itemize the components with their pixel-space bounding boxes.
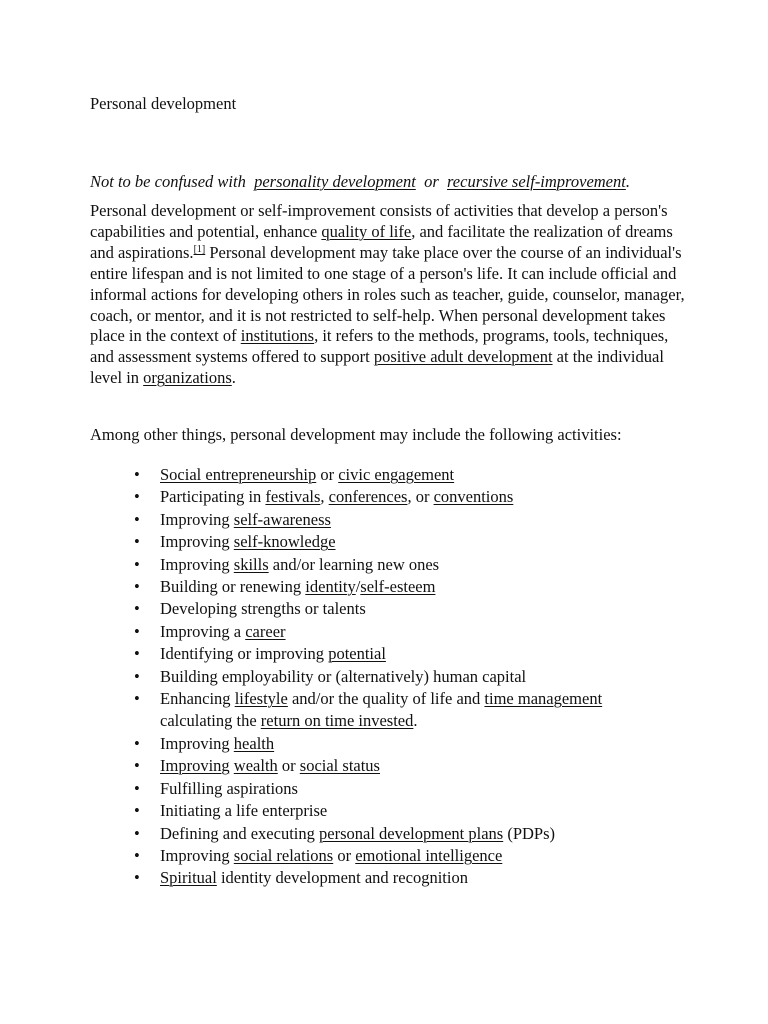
list-item [134,554,604,576]
list-item [134,486,604,508]
link-social-entrepreneurship[interactable]: Social entrepreneurship [160,465,317,484]
link-organizations[interactable]: organizations [143,368,232,388]
paragraph-text: , it refers to the methods, programs, tools, techniques, and assessment systems offered to support [90,326,669,367]
link-emotional-intelligence[interactable]: emotional intelligence [355,845,503,865]
list-item [134,778,604,800]
item-text: and/or the quality of life and [287,689,485,709]
link-time-management[interactable]: time management [484,689,603,709]
item-text: Fulfilling aspirations [160,778,298,798]
item-text: Improving [160,509,234,529]
list-item [134,531,604,553]
item-text: identity development and recognition [216,868,468,888]
list-item [134,598,604,620]
item-text: (PDPs) [503,823,556,843]
list-item [134,823,604,845]
page-title: Personal development [90,94,237,113]
link-health[interactable]: health [233,733,275,753]
list-item [134,666,604,688]
item-text: Improving [160,845,234,865]
link-social-status[interactable]: social status [299,756,380,776]
hatnote [90,172,690,192]
link-self-esteem[interactable]: self-esteem [360,577,436,597]
link-civic-engagement[interactable]: civic engagement [338,465,455,484]
item-text: or [316,465,339,484]
item-text: Building or renewing [160,577,306,597]
link-potential[interactable]: potential [328,644,386,664]
link-festivals[interactable]: festivals [265,487,321,507]
link-conferences[interactable]: conferences [328,487,408,507]
link-improving[interactable]: Improving [160,756,230,776]
link-institutions[interactable]: institutions [240,326,315,346]
link-identity[interactable]: identity [305,577,356,597]
list-item [134,464,604,486]
activities-intro: Among other things, personal development may include the following activities: [90,425,622,444]
activities-list [134,464,604,890]
link-self-knowledge[interactable]: self-knowledge [233,532,336,552]
paragraph-text: , and facilitate the realization of dreams and aspirations. [90,221,673,262]
link-personal-development-plans[interactable]: personal development plans [319,823,504,843]
link-personality-development[interactable]: personality development [254,172,416,191]
item-text: Enhancing [160,689,235,709]
item-text: Identifying or improving [160,644,329,664]
item-text: or [333,845,356,865]
link-wealth[interactable]: wealth [233,756,278,776]
hatnote-suffix: . [625,172,630,191]
item-text: calculating the [160,711,261,731]
list-item [134,800,604,822]
link-skills[interactable]: skills [233,554,269,574]
list-item [134,643,604,665]
intro-paragraph [90,201,685,389]
item-text: Initiating a life enterprise [160,801,328,821]
item-text: , or [407,487,434,507]
link-career[interactable]: career [245,621,286,641]
paragraph-text: Personal development or self-improvement consists of activities that develop a person's capabilities and potential, enhance [90,201,668,241]
item-text: Improving a [160,621,246,641]
link-return-on-time-invested[interactable]: return on time invested [260,711,414,731]
item-text: and/or learning new ones [268,554,440,574]
item-text: Defining and executing [160,823,319,843]
item-text: Improving [160,554,234,574]
item-text: . [413,711,418,731]
list-item [134,509,604,531]
link-conventions[interactable]: conventions [433,487,514,507]
list-item [134,621,604,643]
link-social-relations[interactable]: social relations [233,845,334,865]
item-text: Improving [160,733,234,753]
item-text: or [277,756,300,776]
item-text: / [355,577,361,597]
item-text: , [320,487,329,507]
list-item [134,845,604,867]
item-text: Participating in [160,487,266,507]
item-text: Developing strengths or talents [160,599,366,619]
reference-marker [194,244,206,255]
list-item [134,688,604,733]
link-self-awareness[interactable]: self-awareness [233,509,331,529]
link-recursive-self-improvement[interactable]: recursive self-improvement [447,172,626,191]
link-spiritual[interactable]: Spiritual [160,868,217,888]
list-item [134,576,604,598]
link-positive-adult-development[interactable]: positive adult development [373,347,553,367]
link-lifestyle[interactable]: lifestyle [234,689,288,709]
paragraph-text: Personal development may take place over the course of an individual's entire lifespan and is not limited to one stage of a person's life. It can include official and informal actions for developing others in roles such as teacher, guide, counselor, manager, coach, or mentor, and it is not restricted to self-help. When personal development takes place in the context of [90,242,685,346]
link-quality-of-life[interactable]: quality of life [321,221,412,241]
paragraph-text: at the individual level in [90,347,664,388]
hatnote-mid: or [424,172,439,191]
paragraph-text: . [231,368,236,388]
list-item [134,733,604,755]
reference-link-1[interactable]: [1] [193,243,206,255]
hatnote-prefix: Not to be confused with [90,172,246,191]
item-text: Improving [160,532,234,552]
list-item [134,755,604,777]
list-item [134,867,604,889]
item-text: Building employability or (alternatively) human capital [160,666,527,686]
